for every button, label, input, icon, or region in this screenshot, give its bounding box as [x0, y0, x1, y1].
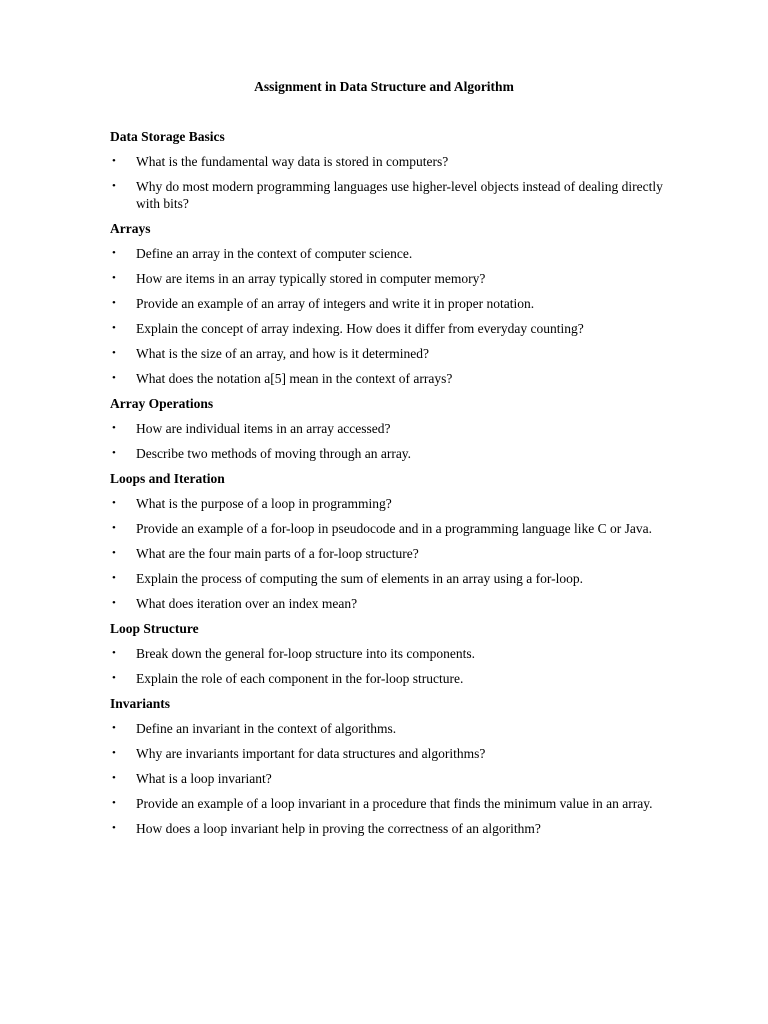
list-item [110, 645, 680, 662]
bullet-icon: • [112, 422, 116, 434]
bullet-icon: • [112, 722, 116, 734]
question-list [110, 153, 680, 212]
section-heading: Array Operations [110, 396, 214, 411]
bullet-icon: • [112, 547, 116, 559]
bullet-icon: • [112, 247, 116, 259]
question-text: Explain the role of each component in the for-loop structure. [136, 671, 464, 686]
section-heading: Arrays [110, 221, 151, 236]
question-text: Provide an example of a for-loop in pseudocode and in a programming language like C or Java. [136, 521, 652, 536]
list-item [110, 420, 680, 437]
bullet-icon: • [112, 797, 116, 809]
question-text: How are items in an array typically stored in computer memory? [136, 271, 486, 286]
list-item [110, 720, 680, 737]
list-item [110, 795, 680, 812]
list-item [110, 595, 680, 612]
question-text: What is the size of an array, and how is it determined? [136, 346, 430, 361]
question-text: What are the four main parts of a for-loop structure? [136, 546, 419, 561]
question-text: What is a loop invariant? [136, 771, 272, 786]
section-loop-structure [110, 620, 680, 687]
list-item [110, 445, 680, 462]
question-text: Define an invariant in the context of algorithms. [136, 721, 397, 736]
bullet-icon: • [112, 522, 116, 534]
question-list [110, 245, 680, 387]
list-item [110, 270, 680, 287]
list-item [110, 370, 680, 387]
list-item [110, 570, 680, 587]
bullet-icon: • [112, 272, 116, 284]
list-item [110, 745, 680, 762]
question-text: Why do most modern programming languages use higher-level objects instead of dealing directly with bits? [136, 179, 663, 211]
question-text: Break down the general for-loop structure into its components. [136, 646, 476, 661]
section-heading: Loop Structure [110, 621, 199, 636]
question-text: What does the notation a[5] mean in the context of arrays? [136, 371, 453, 386]
bullet-icon: • [112, 772, 116, 784]
question-text: Explain the process of computing the sum of elements in an array using a for-loop. [136, 571, 583, 586]
question-text: What is the fundamental way data is stored in computers? [136, 154, 449, 169]
question-text: Describe two methods of moving through an array. [136, 446, 412, 461]
question-text: Why are invariants important for data structures and algorithms? [136, 746, 486, 761]
bullet-icon: • [112, 372, 116, 384]
list-item [110, 153, 680, 170]
bullet-icon: • [112, 647, 116, 659]
list-item [110, 520, 680, 537]
bullet-icon: • [112, 322, 116, 334]
section-array-operations [110, 395, 680, 462]
section-heading: Invariants [110, 696, 171, 711]
section-invariants [110, 695, 680, 837]
question-text: Explain the concept of array indexing. How does it differ from everyday counting? [136, 321, 584, 336]
bullet-icon: • [112, 447, 116, 459]
bullet-icon: • [112, 347, 116, 359]
list-item [110, 495, 680, 512]
bullet-icon: • [112, 572, 116, 584]
bullet-icon: • [112, 180, 116, 192]
list-item [110, 545, 680, 562]
document-title: Assignment in Data Structure and Algorithm [254, 79, 514, 94]
list-item [110, 770, 680, 787]
bullet-icon: • [112, 822, 116, 834]
list-item [110, 178, 680, 212]
list-item [110, 320, 680, 337]
question-text: What does iteration over an index mean? [136, 596, 358, 611]
section-data-storage-basics [110, 128, 680, 212]
list-item [110, 670, 680, 687]
question-list [110, 645, 680, 687]
question-text: Provide an example of an array of integers and write it in proper notation. [136, 296, 535, 311]
section-heading: Loops and Iteration [110, 471, 225, 486]
question-text: What is the purpose of a loop in programming? [136, 496, 392, 511]
list-item [110, 345, 680, 362]
question-list [110, 720, 680, 837]
bullet-icon: • [112, 672, 116, 684]
bullet-icon: • [112, 497, 116, 509]
bullet-icon: • [112, 155, 116, 167]
bullet-icon: • [112, 597, 116, 609]
question-text: How are individual items in an array accessed? [136, 421, 391, 436]
section-arrays [110, 220, 680, 387]
question-text: Define an array in the context of computer science. [136, 246, 413, 261]
list-item [110, 295, 680, 312]
list-item [110, 245, 680, 262]
question-text: Provide an example of a loop invariant in a procedure that finds the minimum value in an array. [136, 796, 653, 811]
list-item [110, 820, 680, 837]
question-list [110, 495, 680, 612]
section-loops-and-iteration [110, 470, 680, 612]
section-heading: Data Storage Basics [110, 129, 225, 144]
bullet-icon: • [112, 747, 116, 759]
question-text: How does a loop invariant help in proving the correctness of an algorithm? [136, 821, 541, 836]
question-list [110, 420, 680, 462]
bullet-icon: • [112, 297, 116, 309]
document-body [110, 128, 680, 837]
